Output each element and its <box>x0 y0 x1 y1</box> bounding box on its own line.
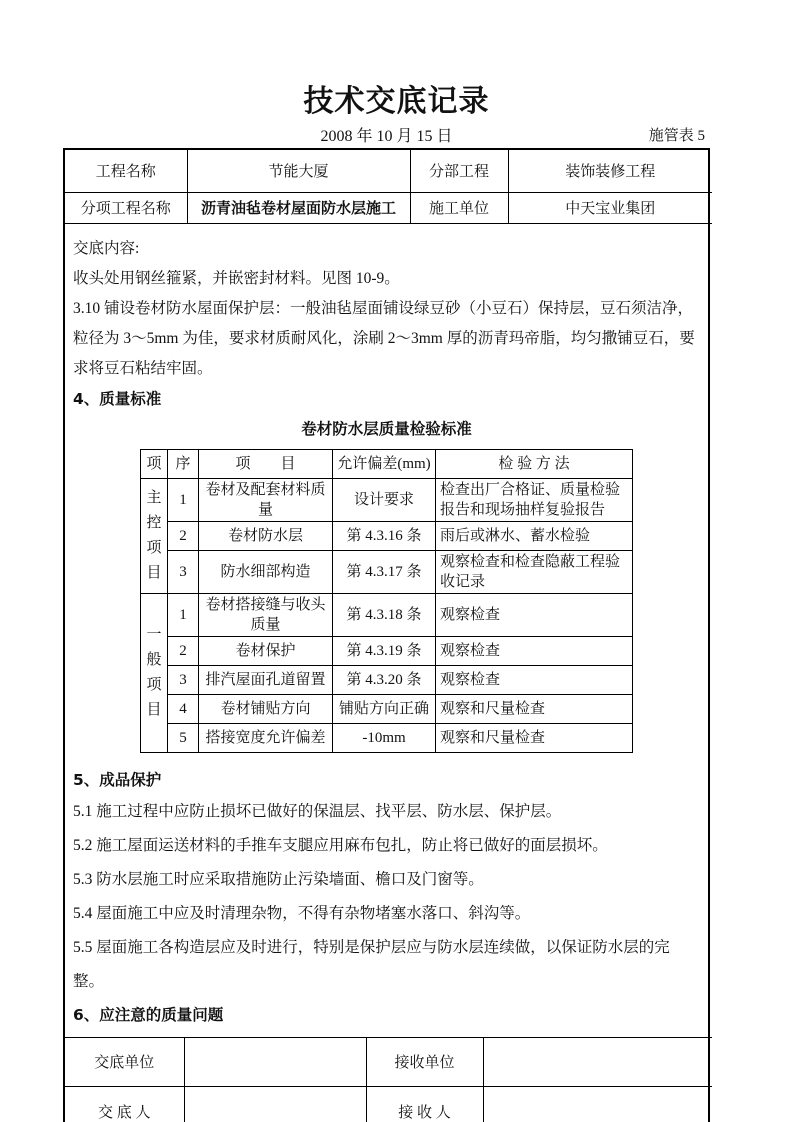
header-tolerance: 允许偏差(mm) <box>333 449 436 478</box>
method-cell: 观察和尺量检查 <box>436 723 633 752</box>
section-4-heading: 4、质量标准 <box>73 389 162 408</box>
page-title: 技术交底记录 <box>303 84 490 119</box>
seq-cell: 2 <box>168 521 199 550</box>
project-info-table <box>65 150 712 224</box>
briefer-label: 交 底 人 <box>65 1086 184 1122</box>
tolerance-cell: 第 4.3.16 条 <box>333 521 436 550</box>
item-cell: 搭接宽度允许偏差 <box>199 723 333 752</box>
quality-table-header-row <box>141 449 633 478</box>
section-5-item: 5.4 屋面施工中应及时清理杂物，不得有杂物堵塞水落口、斜沟等。 <box>73 904 531 922</box>
quality-row <box>141 723 633 752</box>
method-cell: 观察检查 <box>436 636 633 665</box>
quality-row <box>141 478 633 521</box>
header-group: 项 <box>141 449 168 478</box>
table-row <box>65 192 712 223</box>
method-cell: 检查出厂合格证、质量检验报告和现场抽样复验报告 <box>436 478 633 521</box>
section-5-item: 5.5 屋面施工各构造层应及时进行，特别是保护层应与防水层连续做，以保证防水层的完整。 <box>73 938 670 990</box>
quality-standards-table <box>140 449 633 753</box>
signature-table <box>65 1037 712 1122</box>
seq-cell: 5 <box>168 723 199 752</box>
item-cell: 卷材铺贴方向 <box>199 694 333 723</box>
seq-cell: 3 <box>168 665 199 694</box>
method-cell: 观察检查和检查隐蔽工程验收记录 <box>436 550 633 593</box>
table-row <box>65 1086 712 1122</box>
tolerance-cell: 铺贴方向正确 <box>333 694 436 723</box>
disclosure-content <box>65 224 708 1037</box>
method-cell: 观察和尺量检查 <box>436 694 633 723</box>
document-body-frame <box>63 148 710 1122</box>
document-date: 2008 年 10 月 15 日 <box>320 128 453 145</box>
item-cell: 卷材防水层 <box>199 521 333 550</box>
project-name-value: 节能大厦 <box>187 150 410 192</box>
quality-row <box>141 593 633 636</box>
quality-table-title: 卷材防水层质量检验标准 <box>301 419 472 438</box>
seq-cell: 3 <box>168 550 199 593</box>
table-row <box>65 1037 712 1086</box>
quality-row <box>141 550 633 593</box>
receiving-unit-label: 接收单位 <box>366 1037 483 1086</box>
item-cell: 卷材及配套材料质量 <box>199 478 333 521</box>
seq-cell: 2 <box>168 636 199 665</box>
group-name-general: 一般项目 <box>141 593 168 752</box>
item-cell: 排汽屋面孔道留置 <box>199 665 333 694</box>
section-5-item: 5.2 施工屋面运送材料的手推车支腿应用麻布包扎，防止将已做好的面层损坏。 <box>73 836 608 854</box>
section-5-item: 5.3 防水层施工时应采取措施防止污染墙面、檐口及门窗等。 <box>73 870 484 888</box>
item-cell: 防水细部构造 <box>199 550 333 593</box>
quality-row <box>141 665 633 694</box>
briefer-value <box>184 1086 366 1122</box>
subdivision-label: 分部工程 <box>410 150 508 192</box>
content-paragraph: 收头处用钢丝箍紧，并嵌密封材料。见图 10-9。 <box>73 269 400 287</box>
project-name-label: 工程名称 <box>65 150 187 192</box>
header-method: 检 验 方 法 <box>436 449 633 478</box>
tolerance-cell: 第 4.3.19 条 <box>333 636 436 665</box>
subitem-name-label: 分项工程名称 <box>65 192 187 223</box>
briefing-unit-value <box>184 1037 366 1086</box>
method-cell: 观察检查 <box>436 665 633 694</box>
construction-unit-value: 中天宝业集团 <box>508 192 712 223</box>
quality-row <box>141 636 633 665</box>
header-seq: 序 <box>168 449 199 478</box>
tolerance-cell: 第 4.3.18 条 <box>333 593 436 636</box>
quality-row <box>141 521 633 550</box>
content-paragraph: 3.10 铺设卷材防水屋面保护层：一般油毡屋面铺设绿豆砂（小豆石）保持层，豆石须洁净，粒径为 3～5mm 为佳，要求材质耐风化，涂刷 2～3mm 厚的沥青玛帝脂，均匀撒铺豆石，要求将豆石粘结牢固。 <box>73 299 695 377</box>
section-5-heading: 5、成品保护 <box>73 770 162 789</box>
form-number: 施管表 5 <box>648 128 705 144</box>
briefing-unit-label: 交底单位 <box>65 1037 184 1086</box>
construction-unit-label: 施工单位 <box>410 192 508 223</box>
content-label: 交底内容: <box>73 239 140 257</box>
subdivision-value: 装饰装修工程 <box>508 150 712 192</box>
method-cell: 观察检查 <box>436 593 633 636</box>
seq-cell: 1 <box>168 593 199 636</box>
seq-cell: 4 <box>168 694 199 723</box>
section-5-item: 5.1 施工过程中应防止损坏已做好的保温层、找平层、防水层、保护层。 <box>73 802 562 820</box>
item-cell: 卷材保护 <box>199 636 333 665</box>
table-row <box>65 150 712 192</box>
subitem-name-value: 沥青油毡卷材屋面防水层施工 <box>187 192 410 223</box>
tolerance-cell: 设计要求 <box>333 478 436 521</box>
header-item: 项 目 <box>199 449 333 478</box>
tolerance-cell: -10mm <box>333 723 436 752</box>
section-6-heading: 6、应注意的质量问题 <box>73 1005 224 1024</box>
method-cell: 雨后或淋水、蓄水检验 <box>436 521 633 550</box>
group-name-main-control: 主控项目 <box>141 478 168 593</box>
tolerance-cell: 第 4.3.20 条 <box>333 665 436 694</box>
meta-row <box>63 123 710 145</box>
tolerance-cell: 第 4.3.17 条 <box>333 550 436 593</box>
quality-row <box>141 694 633 723</box>
receiver-label: 接 收 人 <box>366 1086 483 1122</box>
seq-cell: 1 <box>168 478 199 521</box>
receiving-unit-value <box>483 1037 712 1086</box>
item-cell: 卷材搭接缝与收头质量 <box>199 593 333 636</box>
receiver-value <box>483 1086 712 1122</box>
